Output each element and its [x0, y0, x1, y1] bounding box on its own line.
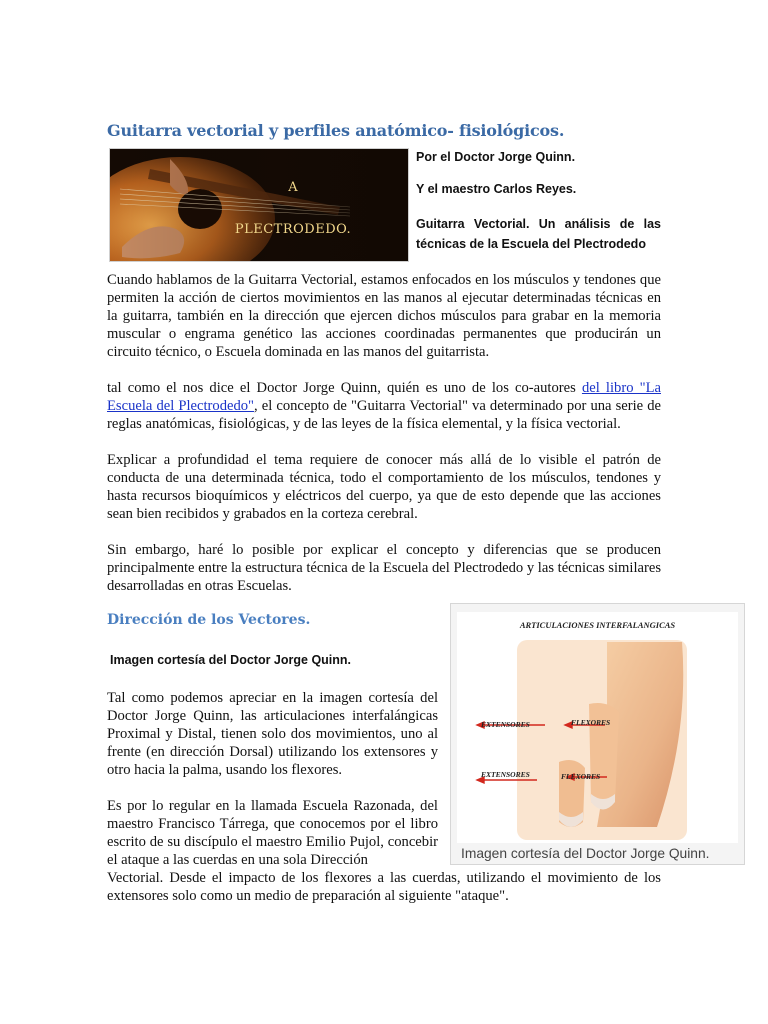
- paragraph-2: [107, 379, 661, 433]
- finger-joints-illustration: [457, 612, 738, 843]
- paragraph-1: Cuando hablamos de la Guitarra Vectorial, estamos enfocados en los músculos y tendones que permiten la acción de ciertos movimientos en las manos al ejecutar determinadas técnicas en la guitarra, también en la dirección que ejercen dichos músculos para grabar en la memoria muscular o engrama genético las acciones coordinadas permanentes que producirán un circuito técnico, o Escuela dominada en las manos del guitarrista.: [107, 272, 661, 360]
- image-credit-note: Imagen cortesía del Doctor Jorge Quinn.: [110, 653, 352, 667]
- paragraph-6-part-2: Vectorial. Desde el impacto de los flexores a las cuerdas, utilizando el movimiento de los extensores solo como un medio de preparación al siguiente "ataque".: [107, 870, 661, 904]
- paragraph-2-text-end: , el concepto de "Guitarra Vectorial" va determinado por una serie de reglas anatómicas, fisiológicas, y de las leyes de la física elemental, y la física vectorial.: [107, 398, 661, 432]
- paragraph-4: Sin embargo, haré lo posible por explicar el concepto y diferencias que se producen principalmente entre la estructura técnica de la Escuela del Plectrodedo y las técnicas similares desarrolladas en otras Escuelas.: [107, 542, 661, 594]
- label-extensores-bottom: EXTENSORES: [481, 770, 530, 779]
- book-link[interactable]: del libro "La Escuela del Plectrodedo": [107, 380, 661, 414]
- paragraph-3: Explicar a profundidad el tema requiere de conocer más allá de lo visible el patrón de conducta de una determinada técnica, todo el comportamiento de los músculos, tendones y hasta recursos bioquímicos y eléctricos del cuerpo, ya que de esto depende que las acciones sean bien recibidos y grabados en la corteza cerebral.: [107, 452, 661, 522]
- paragraph-2-text-start: tal como el nos dice el Doctor Jorge Quinn, quién es uno de los co-autores: [107, 380, 582, 396]
- guitar-banner-illustration: [110, 149, 409, 262]
- section-heading: Dirección de los Vectores.: [107, 612, 311, 628]
- label-flexores-bottom: FLEXORES: [561, 772, 601, 781]
- article-title: Guitarra vectorial y perfiles anatómico- fisiológicos.: [107, 121, 565, 140]
- figure-caption: Imagen cortesía del Doctor Jorge Quinn.: [461, 846, 710, 861]
- article-subtitle: Guitarra Vectorial. Un análisis de las técnicas de la Escuela del Plectrodedo: [416, 217, 661, 251]
- banner-text-top: A: [288, 180, 298, 195]
- paragraph-6-part-1: Es por lo regular en la llamada Escuela Razonada, del maestro Francisco Tárrega, que conocemos por el libro escrito de su discípulo el maestro Emilio Pujol, concebir el ataque a las cuerdas en una sola Dirección: [107, 798, 438, 868]
- byline-doctor: Por el Doctor Jorge Quinn.: [416, 150, 576, 164]
- banner-text-bottom: PLECTRODEDO.: [234, 222, 352, 237]
- label-extensores-top: EXTENSORES: [481, 720, 530, 729]
- figure-title: ARTICULACIONES INTERFALANGICAS: [519, 620, 676, 630]
- finger-joints-figure: [450, 603, 745, 865]
- paragraph-5: Tal como podemos apreciar en la imagen cortesía del Doctor Jorge Quinn, las articulaciones interfalángicas Proximal y Distal, tienen solo dos movimientos, uno al frente (en dirección Dorsal) utilizando los extensores y otro hacia la palma, usando los flexores.: [107, 690, 438, 778]
- label-flexores-top: FLEXORES: [571, 718, 611, 727]
- byline-maestro: Y el maestro Carlos Reyes.: [416, 182, 577, 196]
- plectrodedo-banner-image: [109, 148, 409, 262]
